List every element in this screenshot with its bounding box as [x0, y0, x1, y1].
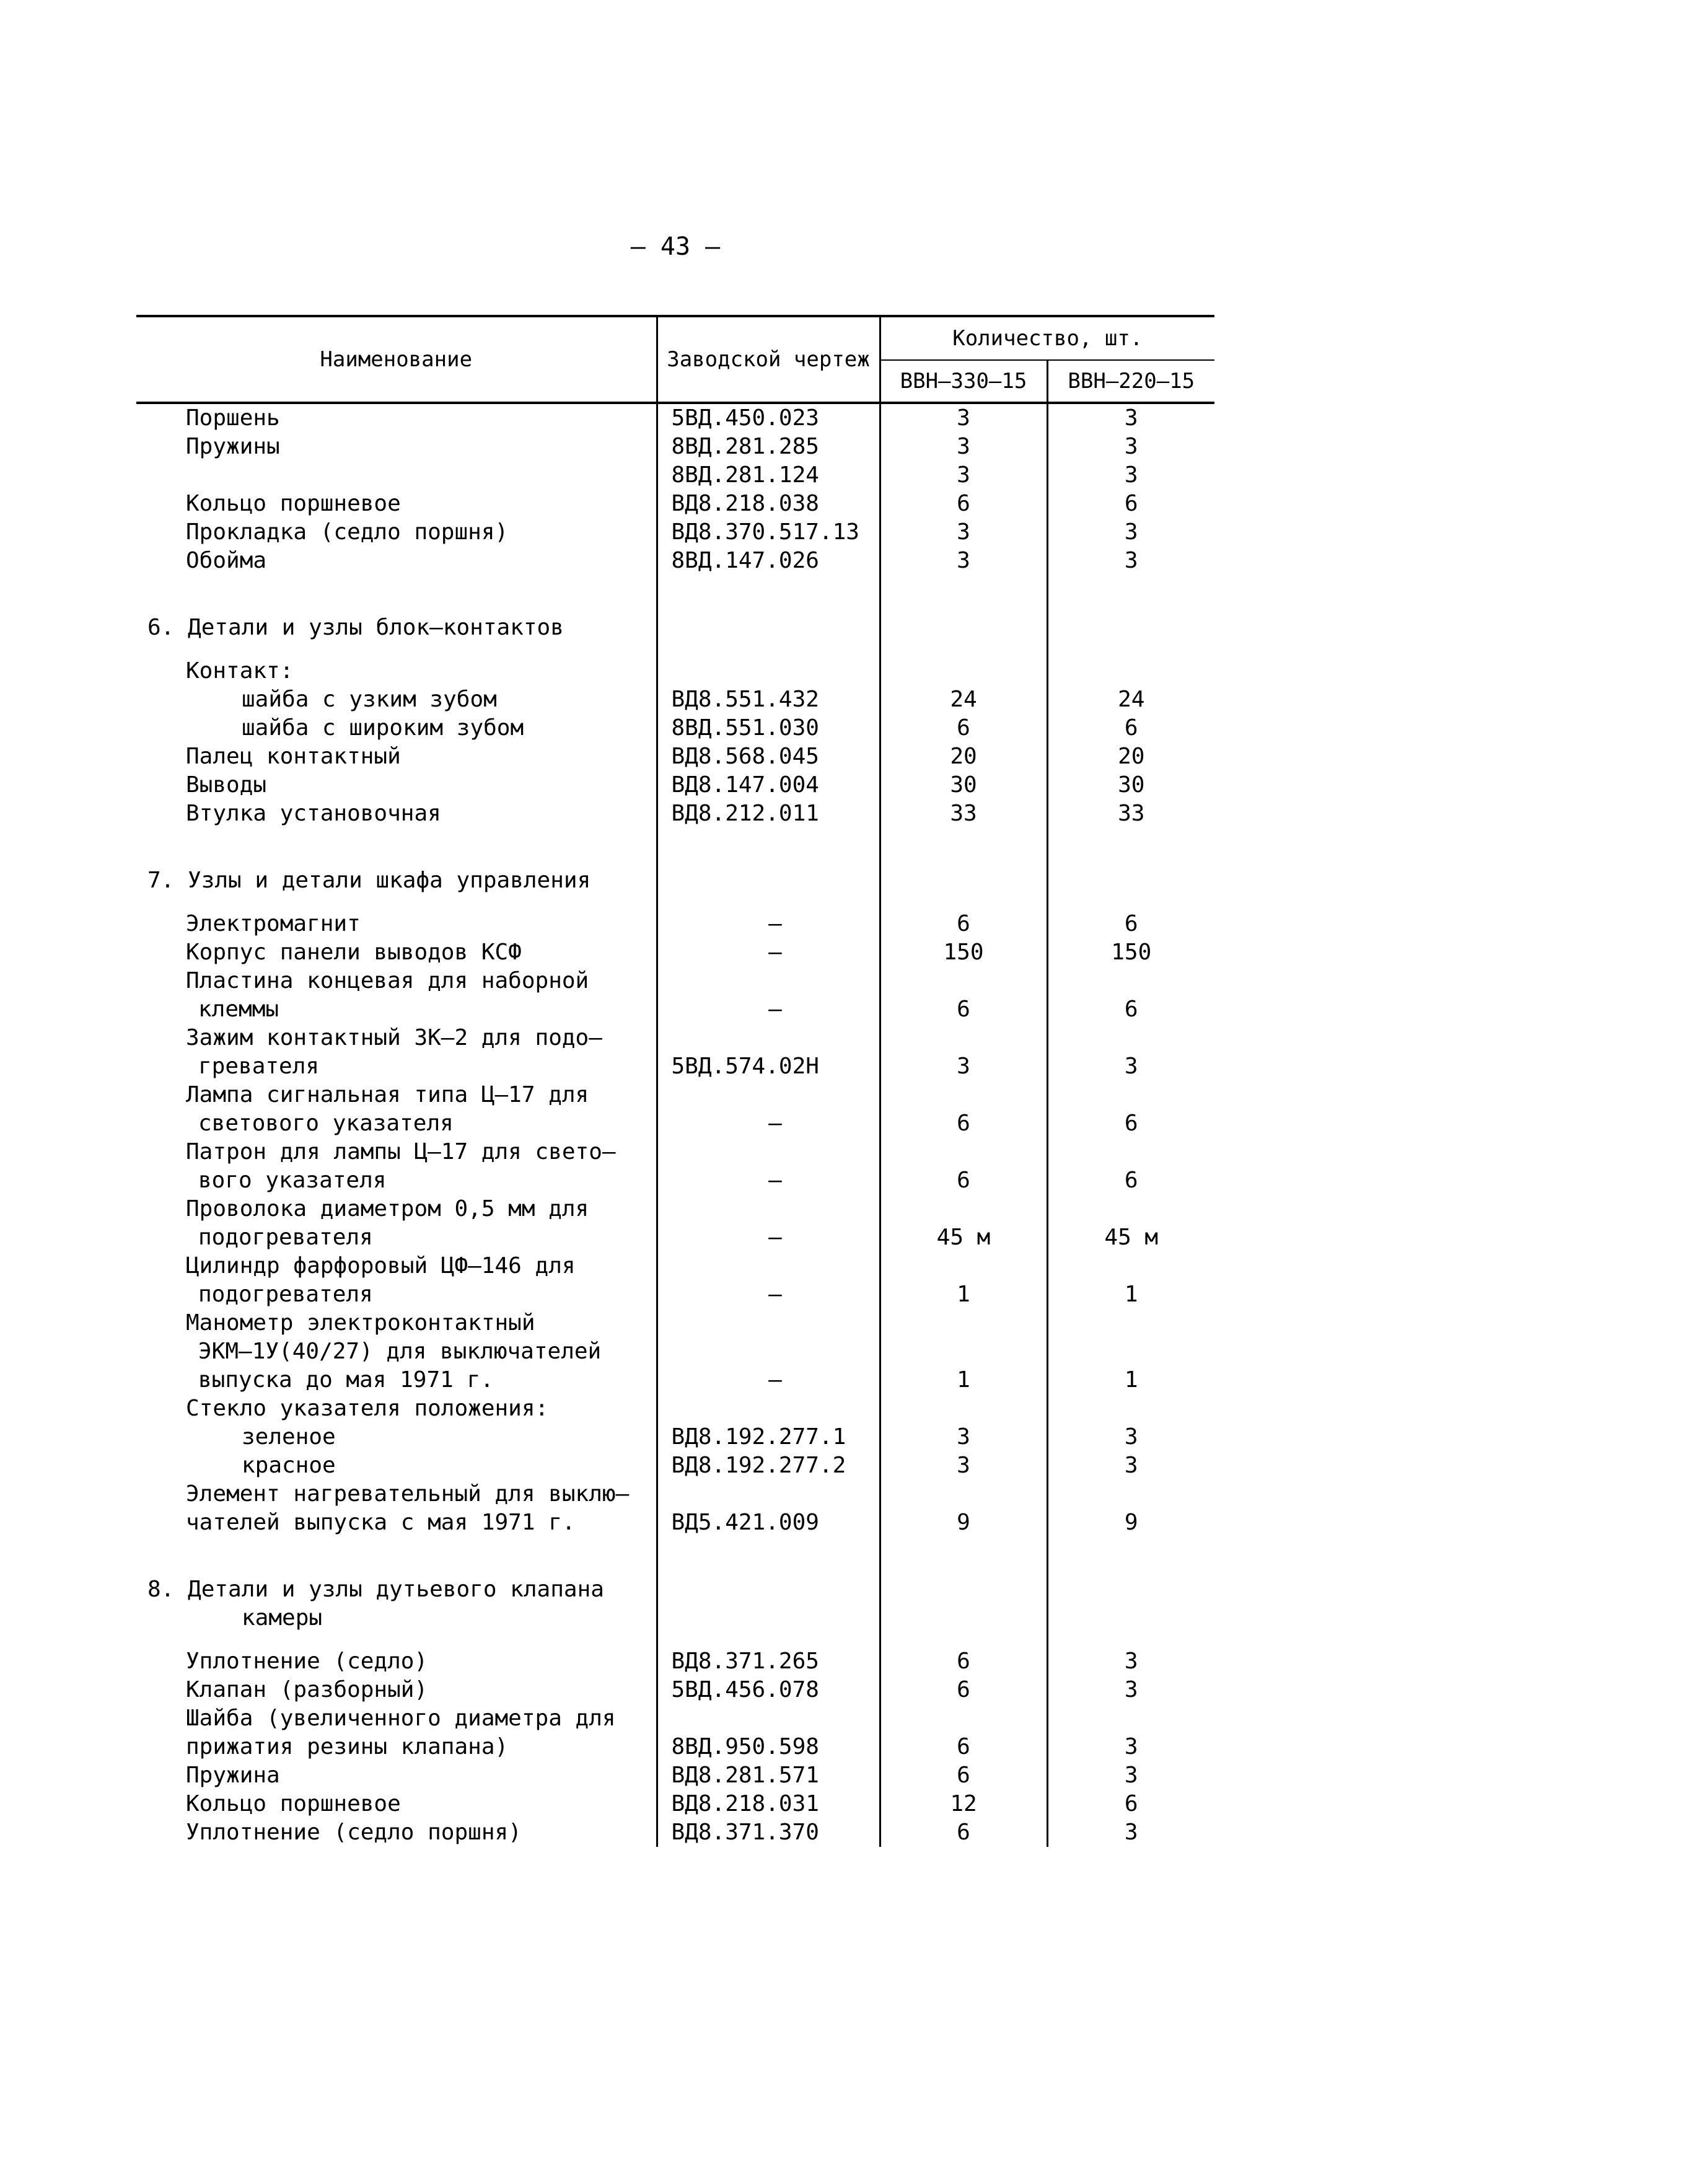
- quantity-model-1: [880, 1480, 1047, 1508]
- quantity-model-1: 6: [880, 1818, 1047, 1847]
- drawing-number: ВД8.371.265: [657, 1632, 880, 1676]
- table-row: [136, 1790, 1214, 1818]
- drawing-number: [657, 995, 880, 1024]
- drawing-number: ВД8.218.038: [657, 490, 880, 518]
- column-header-model-1: ВВН–330–15: [880, 360, 1047, 403]
- table-row: [136, 895, 1214, 938]
- table-row: [136, 938, 1214, 967]
- table-row: [136, 1366, 1214, 1394]
- quantity-model-2: 3: [1124, 1424, 1138, 1450]
- quantity-model-1: 6: [880, 1166, 1047, 1195]
- item-name: Манометр электроконтактный: [186, 1310, 535, 1336]
- quantity-model-2: 30: [1118, 772, 1145, 798]
- dash-placeholder: –: [768, 1282, 782, 1307]
- drawing-number: 5ВД.450.023: [657, 403, 880, 433]
- drawing-number: [657, 1366, 880, 1394]
- drawing-number: 5ВД.456.078: [657, 1676, 880, 1704]
- quantity-model-2: 6: [1124, 997, 1138, 1022]
- quantity-model-2: 6: [1124, 1111, 1138, 1136]
- drawing-number: 8ВД.950.598: [657, 1733, 880, 1761]
- quantity-model-1: [880, 1138, 1047, 1166]
- drawing-number: [657, 575, 880, 599]
- table-row: [136, 1109, 1214, 1138]
- item-name: клеммы: [198, 997, 279, 1022]
- quantity-model-2: 3: [1124, 1734, 1138, 1759]
- quantity-model-1: [880, 967, 1047, 995]
- quantity-model-2: [1047, 1537, 1214, 1561]
- quantity-model-1: [880, 1337, 1047, 1366]
- drawing-number: [657, 1704, 880, 1733]
- drawing-number: [657, 1223, 880, 1252]
- table-row: [136, 967, 1214, 995]
- quantity-model-2: [1047, 599, 1214, 642]
- section-row: [136, 852, 1214, 895]
- quantity-model-2: [1047, 1337, 1214, 1366]
- item-name: чателей выпуска с мая 1971 г.: [186, 1510, 576, 1535]
- drawing-number: ВД8.371.370: [657, 1818, 880, 1847]
- item-name: [136, 1537, 657, 1561]
- item-name: [136, 575, 657, 599]
- quantity-model-2: 6: [1124, 491, 1138, 516]
- quantity-model-2: [1047, 967, 1214, 995]
- table-row: [136, 1423, 1214, 1451]
- table-row: [136, 1733, 1214, 1761]
- item-name: Клапан (разборный): [186, 1677, 428, 1702]
- item-name: Патрон для лампы Ц–17 для свето–: [186, 1139, 616, 1165]
- drawing-number: 8ВД.551.030: [657, 714, 880, 742]
- drawing-number: [657, 1138, 880, 1166]
- item-name: Кольцо поршневое: [186, 491, 401, 516]
- item-name: камеры: [242, 1605, 323, 1631]
- quantity-model-2: [1047, 1704, 1214, 1733]
- item-name: Палец контактный: [186, 744, 401, 769]
- quantity-model-1: 20: [880, 742, 1047, 771]
- table-row: [136, 995, 1214, 1024]
- item-name: Пружина: [186, 1763, 280, 1788]
- item-name: [136, 461, 657, 490]
- quantity-model-2: 3: [1124, 1763, 1138, 1788]
- quantity-model-1: 45 м: [880, 1223, 1047, 1252]
- table-row: [136, 1195, 1214, 1223]
- drawing-number: ВД8.192.277.1: [657, 1423, 880, 1451]
- drawing-number: ВД8.551.432: [657, 685, 880, 714]
- dash-placeholder: –: [768, 1168, 782, 1193]
- table-row: [136, 461, 1214, 490]
- item-name: красное: [242, 1453, 336, 1478]
- drawing-number: [657, 1024, 880, 1052]
- drawing-number: ВД8.370.517.13: [657, 518, 880, 547]
- item-name: Уплотнение (седло поршня): [186, 1820, 522, 1845]
- drawing-number: 8ВД.147.026: [657, 547, 880, 575]
- quantity-model-2: [1047, 1252, 1214, 1280]
- quantity-model-1: 6: [880, 1733, 1047, 1761]
- quantity-model-1: [880, 1537, 1047, 1561]
- table-row: [136, 1081, 1214, 1109]
- quantity-model-1: [880, 1309, 1047, 1337]
- table-row: [136, 1309, 1214, 1337]
- drawing-number: [657, 938, 880, 967]
- table-row: [136, 1337, 1214, 1366]
- quantity-model-1: 150: [880, 938, 1047, 967]
- table-row: [136, 771, 1214, 799]
- drawing-number: [657, 1309, 880, 1337]
- item-name: [136, 828, 657, 852]
- quantity-model-2: 3: [1124, 548, 1138, 573]
- item-name: Поршень: [186, 405, 280, 431]
- quantity-model-2: [1047, 575, 1214, 599]
- item-name: подогревателя: [198, 1282, 373, 1307]
- quantity-model-1: 6: [880, 1676, 1047, 1704]
- quantity-model-2: [1047, 1604, 1214, 1632]
- item-name: прижатия резины клапана): [186, 1734, 509, 1759]
- drawing-number: [657, 1480, 880, 1508]
- quantity-model-1: 33: [880, 799, 1047, 828]
- table-row: [136, 714, 1214, 742]
- quantity-model-2: 33: [1118, 801, 1145, 826]
- drawing-number: ВД5.421.009: [657, 1508, 880, 1537]
- quantity-model-2: 1: [1124, 1367, 1138, 1393]
- table-row: [136, 547, 1214, 575]
- spare-parts-table: [136, 315, 1214, 1847]
- drawing-number: 5ВД.574.02Н: [657, 1052, 880, 1081]
- table-row: [136, 1818, 1214, 1847]
- drawing-number: [657, 642, 880, 685]
- quantity-model-1: 3: [880, 461, 1047, 490]
- spacer-row: [136, 828, 1214, 852]
- table-row: [136, 1604, 1214, 1632]
- item-name: Элемент нагревательный для выклю–: [186, 1481, 630, 1507]
- quantity-model-2: [1047, 852, 1214, 895]
- drawing-number: [657, 967, 880, 995]
- drawing-number: 8ВД.281.124: [657, 461, 880, 490]
- drawing-number: ВД8.147.004: [657, 771, 880, 799]
- item-name: Уплотнение (седло): [186, 1649, 428, 1674]
- drawing-number: [657, 852, 880, 895]
- quantity-model-1: [880, 1081, 1047, 1109]
- table-row: [136, 1166, 1214, 1195]
- item-name: 7. Узлы и детали шкафа управления: [147, 868, 591, 893]
- quantity-model-2: [1047, 1138, 1214, 1166]
- item-name: Контакт:: [186, 658, 294, 684]
- quantity-model-1: 3: [880, 1052, 1047, 1081]
- drawing-number: [657, 1280, 880, 1309]
- table-row: [136, 1223, 1214, 1252]
- table-row: [136, 1632, 1214, 1676]
- table-row: [136, 1394, 1214, 1423]
- drawing-number: ВД8.281.571: [657, 1761, 880, 1790]
- quantity-model-1: 6: [880, 490, 1047, 518]
- section-row: [136, 1561, 1214, 1604]
- quantity-model-1: [880, 599, 1047, 642]
- quantity-model-1: 6: [880, 995, 1047, 1024]
- quantity-model-2: [1047, 642, 1214, 685]
- item-name: Зажим контактный ЗК–2 для подо–: [186, 1025, 602, 1050]
- quantity-model-2: 6: [1124, 911, 1138, 936]
- table-row: [136, 685, 1214, 714]
- quantity-model-2: 3: [1124, 1820, 1138, 1845]
- quantity-model-1: 30: [880, 771, 1047, 799]
- table-row: [136, 799, 1214, 828]
- table-row: [136, 1024, 1214, 1052]
- item-name: 6. Детали и узлы блок–контактов: [147, 615, 564, 640]
- item-name: Обойма: [186, 548, 267, 573]
- quantity-model-2: 3: [1124, 462, 1138, 488]
- dash-placeholder: –: [768, 1225, 782, 1250]
- drawing-number: ВД8.192.277.2: [657, 1451, 880, 1480]
- quantity-model-1: 24: [880, 685, 1047, 714]
- column-header-quantity: Количество, шт.: [880, 316, 1214, 360]
- drawing-number: [657, 599, 880, 642]
- table-row: [136, 1280, 1214, 1309]
- quantity-model-1: 1: [880, 1366, 1047, 1394]
- item-name: шайба с широким зубом: [242, 715, 524, 741]
- quantity-model-2: [1047, 1024, 1214, 1052]
- quantity-model-1: [880, 852, 1047, 895]
- quantity-model-1: 3: [880, 1451, 1047, 1480]
- quantity-model-1: 12: [880, 1790, 1047, 1818]
- quantity-model-2: 24: [1118, 687, 1145, 712]
- drawing-number: [657, 1109, 880, 1138]
- quantity-model-1: 3: [880, 403, 1047, 433]
- drawing-number: [657, 895, 880, 938]
- spacer-row: [136, 575, 1214, 599]
- quantity-model-1: 9: [880, 1508, 1047, 1537]
- drawing-number: [657, 828, 880, 852]
- quantity-model-1: 3: [880, 433, 1047, 461]
- drawing-number: [657, 1081, 880, 1109]
- table-row: [136, 1451, 1214, 1480]
- quantity-model-2: 150: [1111, 940, 1152, 965]
- item-name: ЭКМ–1У(40/27) для выключателей: [198, 1339, 602, 1364]
- item-name: Выводы: [186, 772, 267, 798]
- item-name: Кольцо поршневое: [186, 1791, 401, 1816]
- quantity-model-1: 1: [880, 1280, 1047, 1309]
- table-row: [136, 403, 1214, 433]
- quantity-model-1: 6: [880, 714, 1047, 742]
- quantity-model-2: 3: [1124, 1453, 1138, 1478]
- quantity-model-1: 6: [880, 1761, 1047, 1790]
- drawing-number: ВД8.218.031: [657, 1790, 880, 1818]
- quantity-model-1: 6: [880, 1632, 1047, 1676]
- item-name: Стекло указателя положения:: [186, 1396, 549, 1421]
- quantity-model-1: [880, 828, 1047, 852]
- drawing-number: [657, 1195, 880, 1223]
- table-row: [136, 1676, 1214, 1704]
- item-name: вого указателя: [198, 1168, 387, 1193]
- drawing-number: [657, 1337, 880, 1366]
- item-name: гревателя: [198, 1054, 320, 1079]
- item-name: Пластина концевая для наборной: [186, 968, 589, 993]
- drawing-number: [657, 1604, 880, 1632]
- item-name: Корпус панели выводов КСФ: [186, 940, 522, 965]
- item-name: Лампа сигнальная типа Ц–17 для: [186, 1082, 589, 1107]
- table-row: [136, 518, 1214, 547]
- table-row: [136, 1508, 1214, 1537]
- column-header-model-2: ВВН–220–15: [1047, 360, 1214, 403]
- table-row: [136, 1480, 1214, 1508]
- item-name: Шайба (увеличенного диаметра для: [186, 1706, 616, 1731]
- quantity-model-1: [880, 642, 1047, 685]
- section-row: [136, 599, 1214, 642]
- page-number: – 43 –: [630, 232, 721, 261]
- drawing-number: [657, 1394, 880, 1423]
- column-header-name: Наименование: [136, 316, 657, 403]
- quantity-model-1: [880, 575, 1047, 599]
- spacer-row: [136, 1537, 1214, 1561]
- quantity-model-1: [880, 1561, 1047, 1604]
- quantity-model-2: [1047, 1394, 1214, 1423]
- dash-placeholder: –: [768, 1367, 782, 1393]
- item-name: Пружины: [186, 434, 280, 459]
- dash-placeholder: –: [768, 1111, 782, 1136]
- quantity-model-1: [880, 1394, 1047, 1423]
- drawing-number: ВД8.212.011: [657, 799, 880, 828]
- quantity-model-2: 1: [1124, 1282, 1138, 1307]
- quantity-model-1: 3: [880, 547, 1047, 575]
- column-header-drawing: Заводской чертеж: [657, 316, 880, 403]
- item-name: зеленое: [242, 1424, 336, 1450]
- dash-placeholder: –: [768, 997, 782, 1022]
- quantity-model-2: 6: [1124, 715, 1138, 741]
- dash-placeholder: –: [768, 940, 782, 965]
- quantity-model-1: [880, 1704, 1047, 1733]
- quantity-model-2: [1047, 1081, 1214, 1109]
- quantity-model-1: [880, 1195, 1047, 1223]
- quantity-model-2: 3: [1124, 519, 1138, 545]
- drawing-number: ВД8.568.045: [657, 742, 880, 771]
- table-body: [136, 403, 1214, 1847]
- quantity-model-2: 45 м: [1104, 1225, 1159, 1250]
- quantity-model-2: [1047, 1309, 1214, 1337]
- table-row: [136, 1052, 1214, 1081]
- table-row: [136, 1252, 1214, 1280]
- quantity-model-1: 6: [880, 895, 1047, 938]
- quantity-model-2: 9: [1124, 1510, 1138, 1535]
- quantity-model-2: 20: [1118, 744, 1145, 769]
- drawing-number: [657, 1537, 880, 1561]
- table-row: [136, 433, 1214, 461]
- item-name: выпуска до мая 1971 г.: [198, 1367, 494, 1393]
- table-row: [136, 490, 1214, 518]
- table-row: [136, 742, 1214, 771]
- quantity-model-2: 3: [1124, 434, 1138, 459]
- drawing-number: 8ВД.281.285: [657, 433, 880, 461]
- item-name: Втулка установочная: [186, 801, 441, 826]
- dash-placeholder: –: [768, 911, 782, 936]
- quantity-model-2: 3: [1124, 1677, 1138, 1702]
- item-name: Электромагнит: [186, 911, 361, 936]
- quantity-model-1: [880, 1604, 1047, 1632]
- item-name: Проволока диаметром 0,5 мм для: [186, 1196, 589, 1222]
- quantity-model-2: [1047, 1195, 1214, 1223]
- item-name: 8. Детали и узлы дутьевого клапана: [147, 1577, 604, 1602]
- quantity-model-1: 3: [880, 518, 1047, 547]
- item-name: подогревателя: [198, 1225, 373, 1250]
- table-row: [136, 642, 1214, 685]
- quantity-model-2: 6: [1124, 1168, 1138, 1193]
- drawing-number: [657, 1166, 880, 1195]
- table-row: [136, 1138, 1214, 1166]
- item-name: шайба с узким зубом: [242, 687, 497, 712]
- quantity-model-2: [1047, 828, 1214, 852]
- quantity-model-2: 3: [1124, 1649, 1138, 1674]
- quantity-model-2: 6: [1124, 1791, 1138, 1816]
- item-name: светового указателя: [198, 1111, 454, 1136]
- item-name: Прокладка (седло поршня): [186, 519, 509, 545]
- table-row: [136, 1761, 1214, 1790]
- quantity-model-1: [880, 1024, 1047, 1052]
- drawing-number: [657, 1561, 880, 1604]
- quantity-model-2: 3: [1124, 1054, 1138, 1079]
- quantity-model-2: [1047, 1480, 1214, 1508]
- quantity-model-1: 6: [880, 1109, 1047, 1138]
- quantity-model-2: 3: [1124, 405, 1138, 431]
- quantity-model-2: [1047, 1561, 1214, 1604]
- quantity-model-1: [880, 1252, 1047, 1280]
- table-row: [136, 1704, 1214, 1733]
- drawing-number: [657, 1252, 880, 1280]
- item-name: Цилиндр фарфоровый ЦФ–146 для: [186, 1253, 576, 1279]
- quantity-model-1: 3: [880, 1423, 1047, 1451]
